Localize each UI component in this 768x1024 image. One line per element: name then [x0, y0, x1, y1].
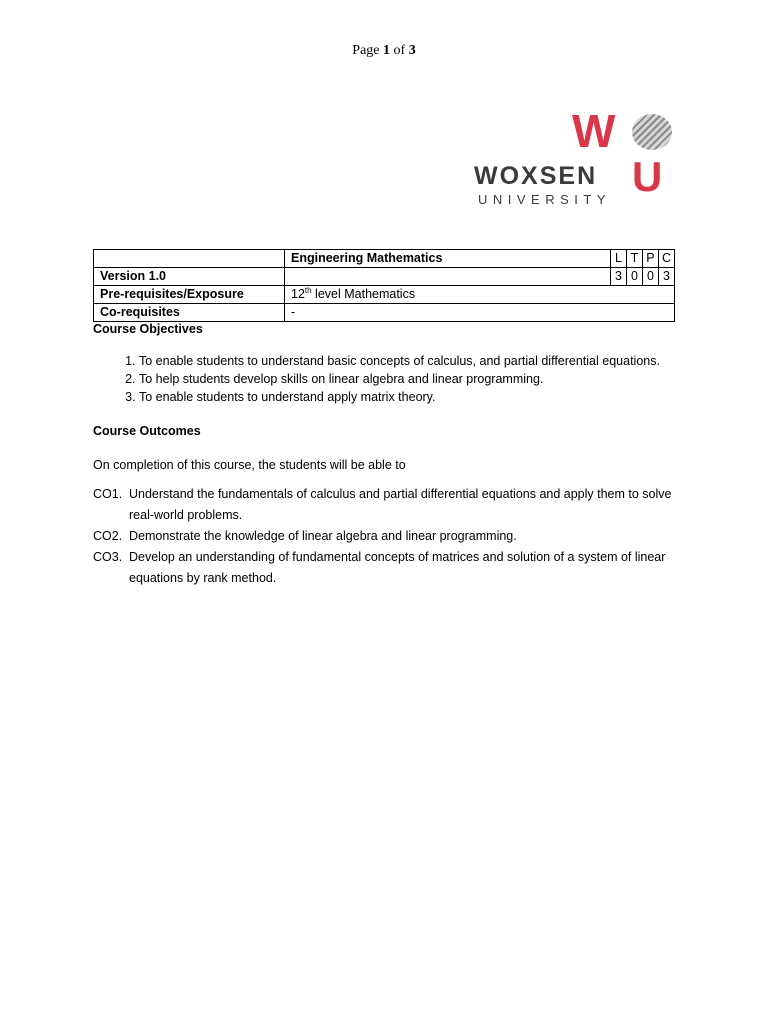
prereq-value — [285, 286, 675, 304]
list-item: 3. To enable students to understand apply matrix theory. — [139, 388, 675, 406]
prereq-sup: th — [304, 285, 312, 295]
co-text: Develop an understanding of fundamental concepts of matrices and solution of a system of linear equations by rank method. — [129, 550, 666, 585]
page-of: of — [393, 43, 406, 58]
prereq-num: 12 — [291, 287, 305, 301]
logo-name: WOXSEN — [474, 162, 598, 190]
page-prefix: Page — [352, 43, 380, 58]
logo-globe-icon — [632, 114, 672, 150]
table-row — [94, 268, 675, 286]
table-cell-empty — [94, 250, 285, 268]
logo-u: U — [632, 153, 663, 200]
objectives-heading: Course Objectives — [93, 322, 203, 336]
list-item — [93, 547, 675, 589]
table-row — [94, 250, 675, 268]
ltpc-value-c: 3 — [658, 268, 674, 286]
woxsen-logo — [470, 104, 680, 210]
list-item — [93, 526, 675, 547]
course-title: Engineering Mathematics — [285, 250, 611, 268]
course-content — [93, 322, 675, 589]
ltpc-header-c: C — [658, 250, 674, 268]
co-text: Demonstrate the knowledge of linear algebra and linear programming. — [129, 529, 517, 543]
coreq-value: - — [285, 304, 675, 322]
table-row — [94, 304, 675, 322]
logo-university: UNIVERSITY — [478, 192, 612, 207]
table-cell-empty — [285, 268, 611, 286]
outcomes-intro: On completion of this course, the students will be able to — [93, 458, 406, 472]
ltpc-value-t: 0 — [626, 268, 642, 286]
page-current: 1 — [383, 43, 391, 58]
ltpc-value-p: 0 — [642, 268, 658, 286]
coreq-label: Co-requisites — [94, 304, 285, 322]
ltpc-header-t: T — [626, 250, 642, 268]
page-number — [0, 43, 768, 59]
ltpc-value-l: 3 — [610, 268, 626, 286]
co-number: CO3. — [93, 550, 123, 564]
course-info-table — [93, 249, 675, 322]
table-row — [94, 286, 675, 304]
version-label: Version 1.0 — [94, 268, 285, 286]
outcomes-heading: Course Outcomes — [93, 424, 201, 438]
co-number: CO1. — [93, 487, 123, 501]
prereq-rest: level Mathematics — [311, 287, 416, 301]
prereq-label: Pre-requisites/Exposure — [94, 286, 285, 304]
list-item: 1. To enable students to understand basic concepts of calculus, and partial differential equations. — [139, 352, 675, 370]
list-item: 2. To help students develop skills on linear algebra and linear programming. — [139, 370, 675, 388]
co-text: Understand the fundamentals of calculus and partial differential equations and apply them to solve real-world problems. — [129, 487, 672, 522]
list-item — [93, 484, 675, 526]
objectives-list — [93, 352, 675, 406]
ltpc-header-p: P — [642, 250, 658, 268]
co-number: CO2. — [93, 529, 123, 543]
outcomes-list — [93, 484, 675, 589]
logo-w: W — [572, 105, 616, 157]
page-total: 3 — [408, 43, 416, 58]
ltpc-header-l: L — [610, 250, 626, 268]
